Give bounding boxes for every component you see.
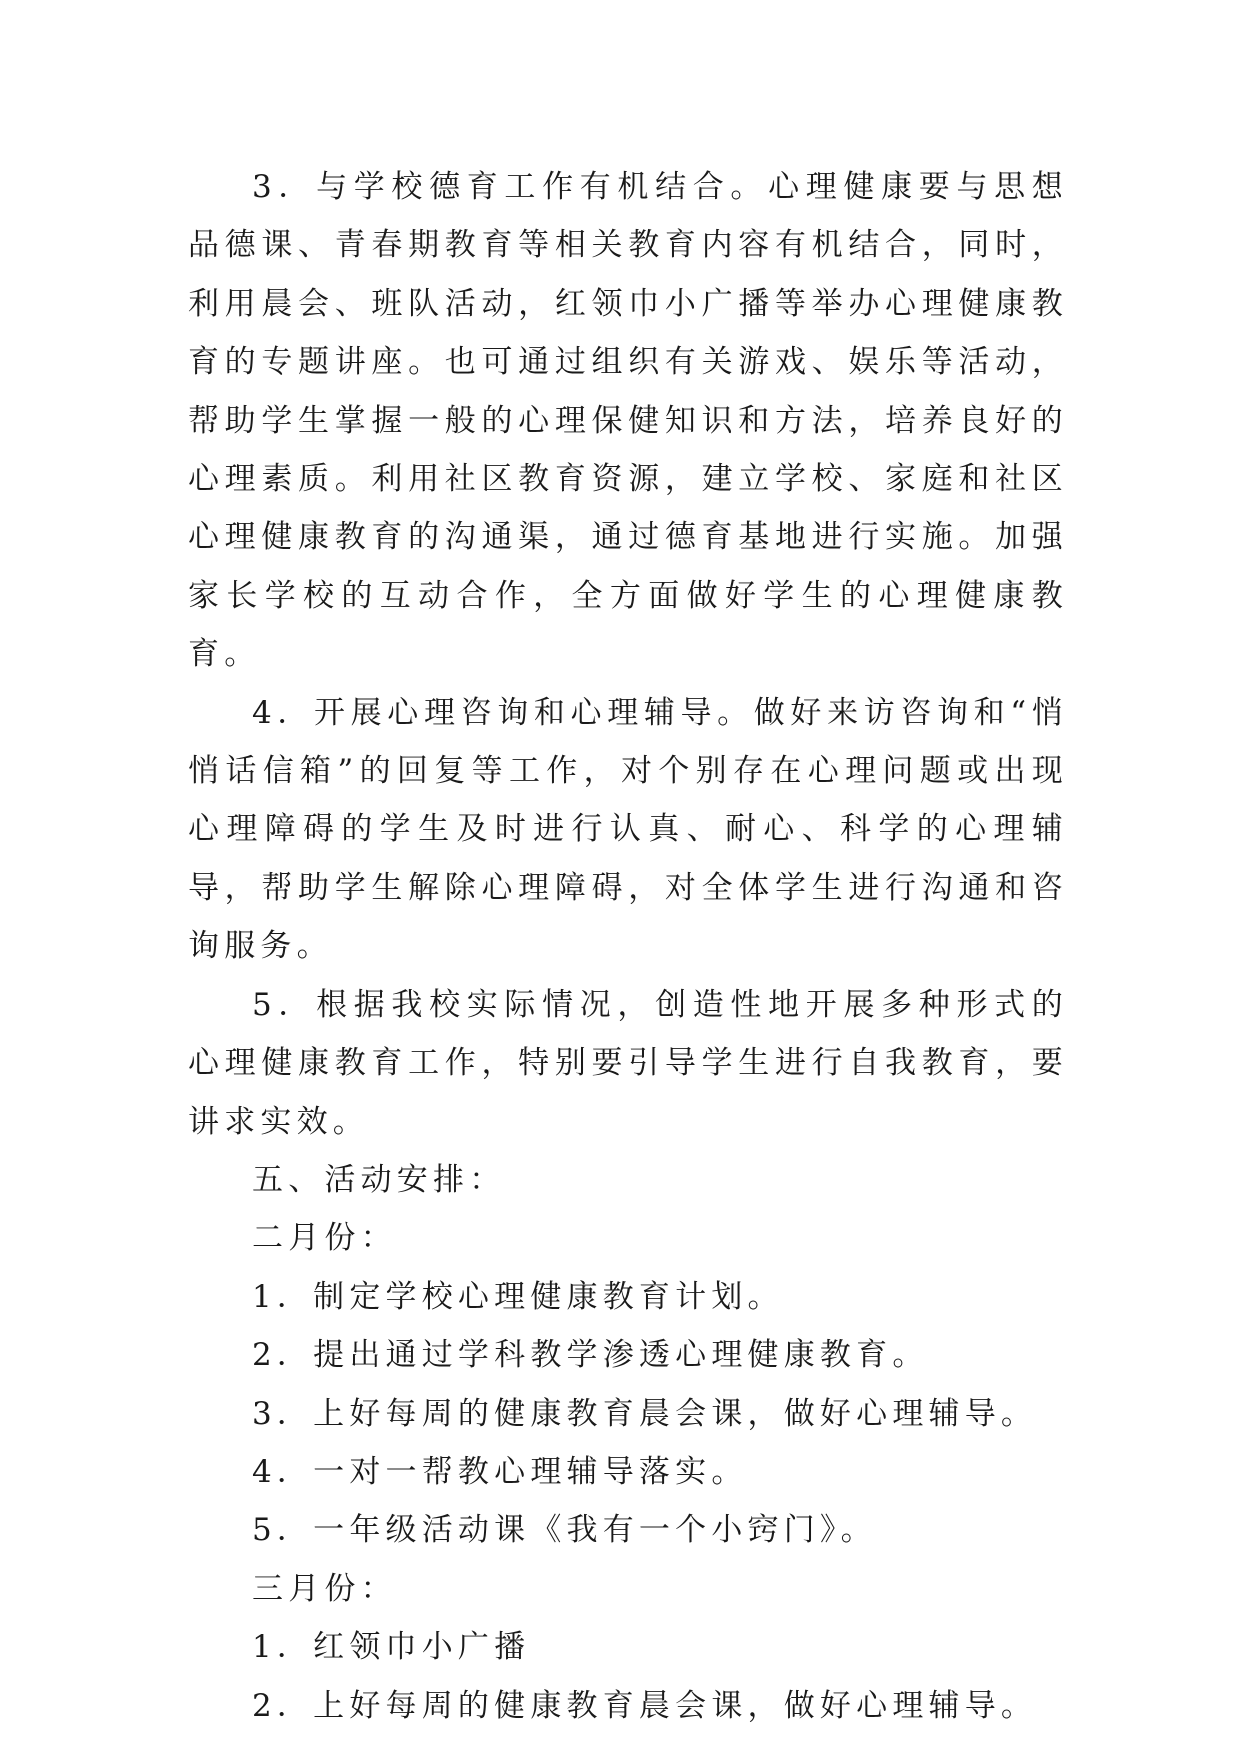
paragraph-moral-education: 3．与学校德育工作有机结合。心理健康要与思想品德课、青春期教育等相关教育内容有机结合，同时，利用晨会、班队活动，红领巾小广播等举办心理健康教育的专题讲座。也可通过组织有关游戏、娱乐等活动，帮助学生掌握一般的心理保健知识和方法，培养良好的心理素质。利用社区教育资源，建立学校、家庭和社区心理健康教育的沟通渠，通过德育基地进行实施。加强家长学校的互动合作，全方面做好学生的心理健康教育。 [188,169,1068,673]
section-heading-activities: 五、活动安排： [252,1161,506,1198]
paragraph-counseling: 4．开展心理咨询和心理辅导。做好来访咨询和“悄悄话信箱”的回复等工作，对个别存在心理问题或出现心理障碍的学生及时进行认真、耐心、科学的心理辅导，帮助学生解除心理障碍，对全体学生进行沟通和咨询服务。 [188,694,1068,965]
march-item: 1．红领巾小广播 [252,1629,531,1666]
paragraph-school-situation: 5．根据我校实际情况，创造性地开展多种形式的心理健康教育工作，特别要引导学生进行自我教育，要讲求实效。 [188,986,1068,1140]
february-item: 5．一年级活动课《我有一个小窍门》。 [252,1512,877,1549]
february-item: 2．提出通过学科教学渗透心理健康教育。 [252,1337,929,1374]
month-heading-march: 三月份： [252,1570,397,1607]
february-item: 4．一对一帮教心理辅导落实。 [252,1453,748,1490]
document-body [188,158,1068,1735]
month-heading-february: 二月份： [252,1220,397,1257]
march-item: 2．上好每周的健康教育晨会课，做好心理辅导。 [252,1687,1038,1724]
february-item: 3．上好每周的健康教育晨会课，做好心理辅导。 [252,1395,1038,1432]
february-item: 1．制定学校心理健康教育计划。 [252,1278,784,1315]
